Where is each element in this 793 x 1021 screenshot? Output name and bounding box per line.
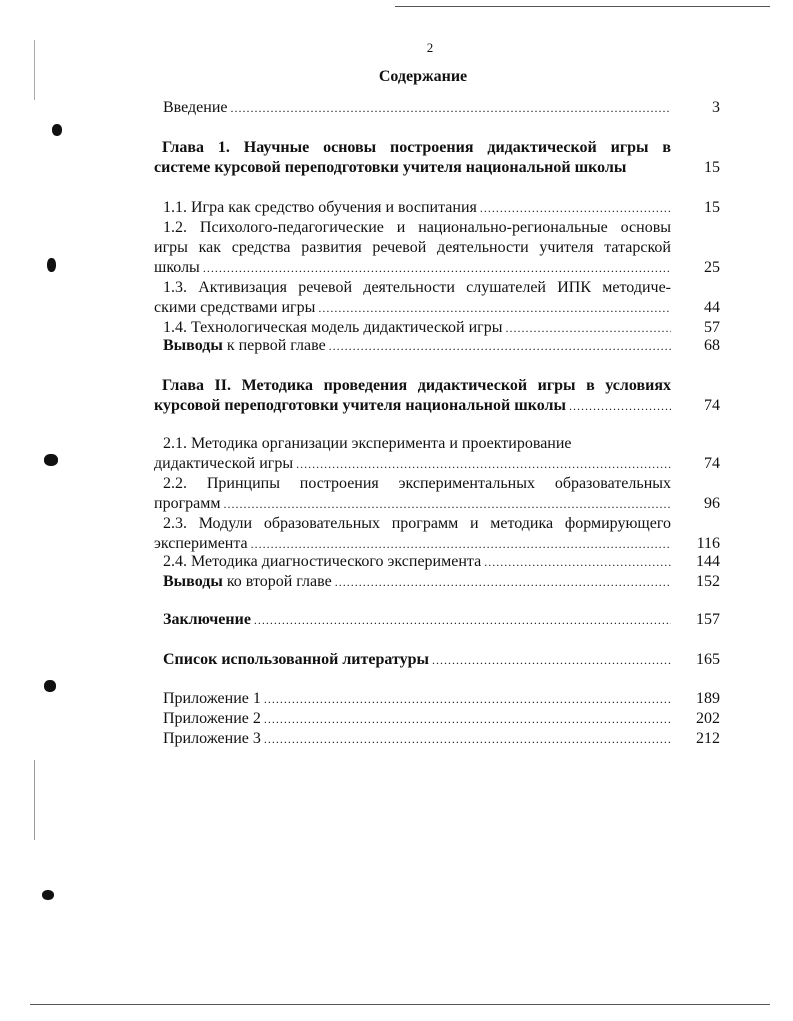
entry-line-1: 1.2. Психолого-педагогические и национально-региональные основы [163,219,671,236]
page-ref: 144 [696,553,720,570]
entry-line-1: Глава 1. Научные основы построения дидактической игры в [162,139,671,156]
scan-edge-left-2 [34,760,35,840]
page-ref: 3 [712,99,720,116]
toc-entry-chapter-1 [154,138,671,178]
entry-line-2: игры как средства развития речевой деятельности учителя татарской [154,239,671,256]
punch-mark-3 [44,454,58,466]
entry-line-2: программ [154,495,221,512]
page-ref: 116 [696,535,720,552]
toc-entry-2-2 [154,474,671,514]
page-number: 2 [426,40,434,55]
entry-label: ко второй главе [222,573,332,590]
toc-entry-1-4 [154,318,671,338]
entry-label: Приложение 2 [163,710,261,727]
page-title: Содержание [378,68,468,85]
toc-entry-2-3 [154,514,671,554]
page-ref: 74 [704,397,720,414]
toc-entry-1-1 [154,198,671,218]
toc-entry-appendix-2 [154,709,671,729]
page-ref: 57 [704,319,720,336]
punch-mark-1 [52,124,62,136]
page-ref: 74 [704,455,720,472]
page-ref: 68 [704,337,720,354]
entry-label: к первой главе [222,337,326,354]
entry-label: 1.1. Игра как средство обучения и воспитания [163,199,477,216]
toc-entry-conclusions-1 [154,336,671,356]
entry-label: Введение [163,99,228,116]
entry-line-1: 2.1. Методика организации эксперимента и проектирование [163,435,572,452]
toc-entry-2-1 [154,434,671,474]
entry-line-3: школы [154,259,200,276]
entry-line-2: скими средствами игры [154,299,316,316]
page-ref: 212 [696,730,720,747]
page-ref: 44 [704,299,720,316]
page-ref: 189 [696,690,720,707]
toc-entry-chapter-2 [154,376,671,416]
page-ref: 152 [696,573,720,590]
scan-edge-top [395,6,770,7]
entry-label: 2.4. Методика диагностического эксперимента [163,553,482,570]
entry-line-2: эксперимента [154,535,248,552]
entry-label-bold: Выводы [163,337,223,354]
toc-entry-conclusion [154,610,671,630]
entry-label: Приложение 1 [163,690,261,707]
scan-edge-bottom [30,1004,770,1005]
entry-line-1: 2.2. Принципы построения экспериментальных образовательных [163,475,671,492]
punch-mark-2 [47,258,56,272]
entry-label-bold: Выводы [163,573,223,590]
page-ref: 157 [696,611,720,628]
entry-line-1: 1.3. Активизация речевой деятельности слушателей ИПК методиче- [163,279,671,296]
page-ref: 202 [696,710,720,727]
entry-label: Заключение [163,611,251,628]
punch-mark-5 [42,890,54,900]
entry-line-2: системе курсовой переподготовки учителя национальной школы [154,159,627,176]
entry-label: Список использованной литературы [163,651,429,668]
punch-mark-4 [44,680,56,692]
page-ref: 15 [704,159,720,176]
toc-entry-appendix-3 [154,729,671,749]
entry-line-2: дидактической игры [154,455,294,472]
entry-label: Приложение 3 [163,730,261,747]
entry-line-1: 2.3. Модули образовательных программ и методика формирующего [163,515,671,532]
toc-entry-1-3 [154,278,671,318]
entry-label: 1.4. Технологическая модель дидактической игры [163,319,503,336]
page-ref: 15 [704,199,720,216]
toc-entry-intro [154,98,671,118]
toc-entry-conclusions-2 [154,572,671,592]
entry-line-2: курсовой переподготовки учителя национальной школы [154,397,566,414]
toc-entry-appendix-1 [154,689,671,709]
page-ref: 165 [696,651,720,668]
page-ref: 25 [704,259,720,276]
page-ref: 96 [704,495,720,512]
entry-line-1: Глава II. Методика проведения дидактической игры в условиях [162,377,671,394]
toc-entry-1-2 [154,218,671,278]
toc-entry-references [154,650,671,670]
toc-entry-2-4 [154,552,671,572]
